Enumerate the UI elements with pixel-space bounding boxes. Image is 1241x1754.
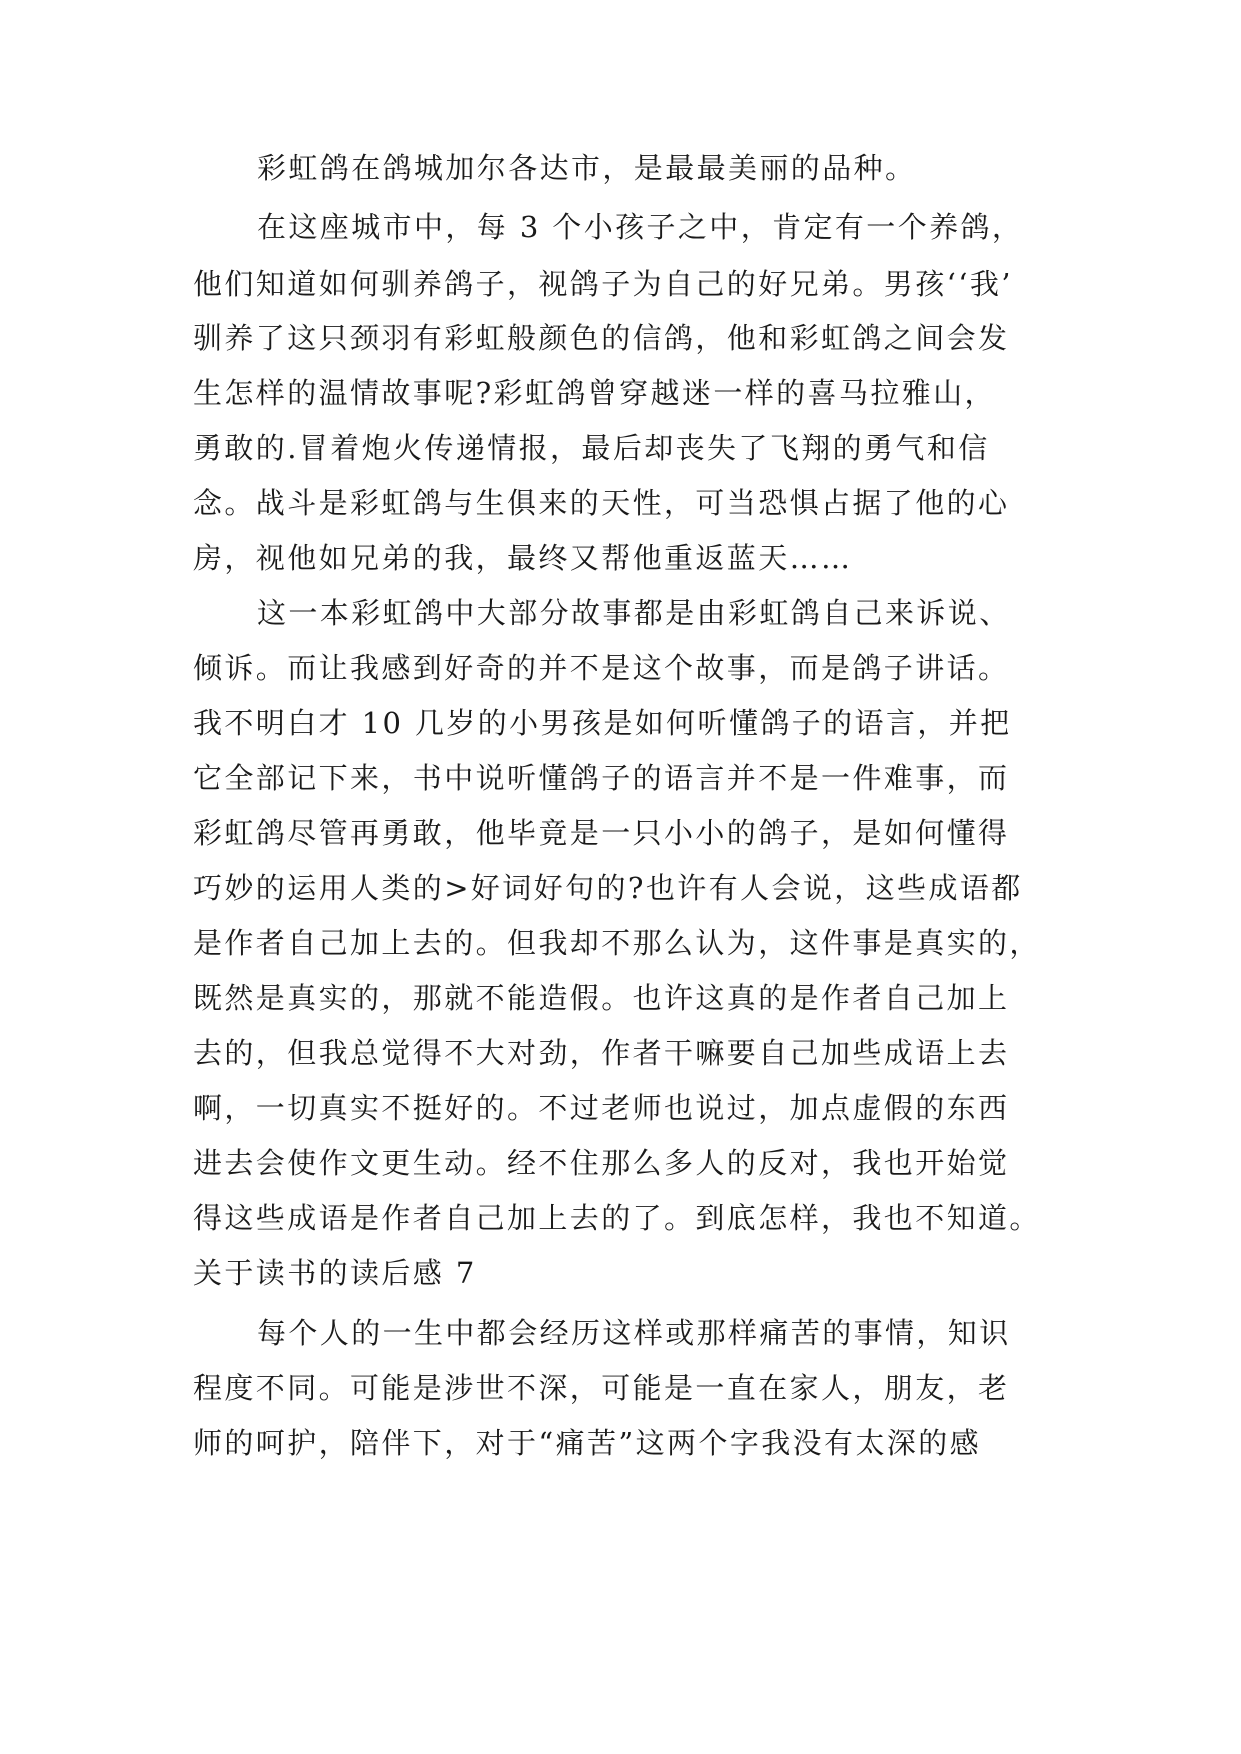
paragraph-line: 我不明白才 10 几岁的小男孩是如何听懂鸽子的语言，并把 <box>193 706 1012 740</box>
section-heading: 关于读书的读后感 7 <box>193 1256 477 1290</box>
paragraph-line: 这一本彩虹鸽中大部分故事都是由彩虹鸽自己来诉说、 <box>257 596 1011 630</box>
paragraph-line: 每个人的一生中都会经历这样或那样痛苦的事情，知识 <box>257 1316 1011 1350</box>
paragraph-line: 勇敢的.冒着炮火传递情报，最后却丧失了飞翔的勇气和信 <box>193 431 990 465</box>
paragraph-line: 得这些成语是作者自己加上去的了。到底怎样，我也不知道。 <box>193 1201 1041 1235</box>
paragraph-line: 去的，但我总觉得不大对劲，作者干嘛要自己加些成语上去 <box>193 1036 1010 1070</box>
paragraph-line: 师的呵护，陪伴下，对于“痛苦”这两个字我没有太深的感 <box>193 1426 982 1460</box>
paragraph-line: 是作者自己加上去的。但我却不那么认为，这件事是真实的， <box>193 926 1041 960</box>
paragraph-line: 在这座城市中，每 3 个小孩子之中，肯定有一个养鸽， <box>257 210 1024 244</box>
paragraph-line: 生怎样的温情故事呢?彩虹鸽曾穿越迷一样的喜马拉雅山， <box>193 376 996 410</box>
paragraph-line: 他们知道如何驯养鸽子，视鸽子为自己的好兄弟。男孩‘‘我’ <box>193 267 1013 301</box>
paragraph-line: 驯养了这只颈羽有彩虹般颜色的信鸽，他和彩虹鸽之间会发 <box>193 321 1010 355</box>
paragraph-line: 进去会使作文更生动。经不住那么多人的反对，我也开始觉 <box>193 1146 1010 1180</box>
paragraph-line: 程度不同。可能是涉世不深，可能是一直在家人，朋友，老 <box>193 1371 1010 1405</box>
paragraph-line: 彩虹鸽尽管再勇敢，他毕竟是一只小小的鸽子，是如何懂得 <box>193 816 1010 850</box>
paragraph-line: 啊，一切真实不挺好的。不过老师也说过，加点虚假的东西 <box>193 1091 1010 1125</box>
paragraph-line: 巧妙的运用人类的>好词好句的?也许有人会说，这些成语都 <box>193 871 1023 905</box>
paragraph-line: 彩虹鸽在鸽城加尔各达市，是最最美丽的品种。 <box>257 151 917 185</box>
paragraph-line: 房，视他如兄弟的我，最终又帮他重返蓝天…… <box>193 541 853 575</box>
paragraph-line: 既然是真实的，那就不能造假。也许这真的是作者自己加上 <box>193 981 1010 1015</box>
paragraph-line: 它全部记下来，书中说听懂鸽子的语言并不是一件难事，而 <box>193 761 1010 795</box>
paragraph-line: 倾诉。而让我感到好奇的并不是这个故事，而是鸽子讲话。 <box>193 651 1010 685</box>
paragraph-line: 念。战斗是彩虹鸽与生俱来的天性，可当恐惧占据了他的心 <box>193 486 1010 520</box>
